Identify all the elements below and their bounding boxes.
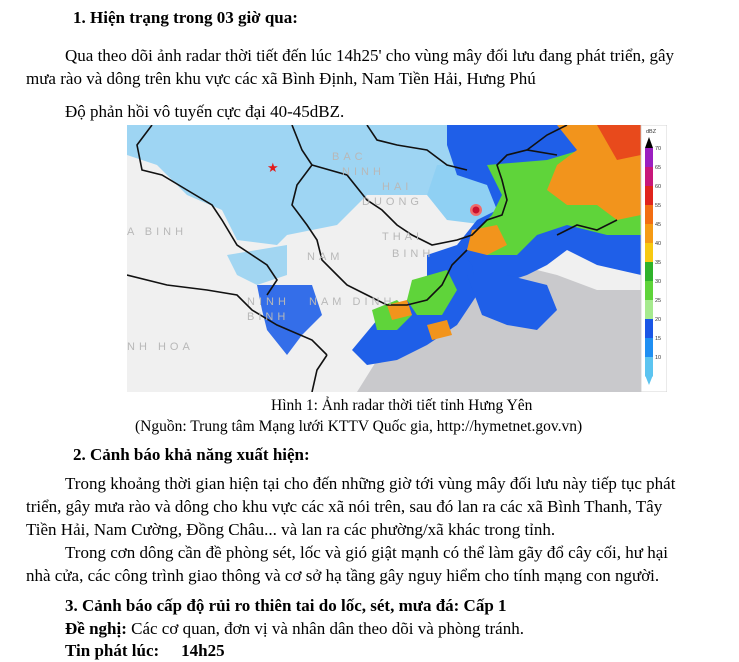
colorbar-segment xyxy=(645,338,653,358)
map-label: BINH xyxy=(392,248,435,260)
section2-paragraph-line: Trong khoảng thời gian hiện tại cho đến những giờ tới vùng mây đối lưu này tiếp tục phát xyxy=(65,474,676,493)
section2-paragraph-line: nhà cửa, các công trình giao thông và cơ sở hạ tầng gây nguy hiểm cho tính mạng con người. xyxy=(26,566,660,585)
colorbar-segment xyxy=(645,357,653,377)
figure-caption: Hình 1: Ảnh radar thời tiết tỉnh Hưng Yên xyxy=(271,397,533,414)
max-reflectivity-text: Độ phản hồi vô tuyến cực đại 40-45dBZ. xyxy=(65,102,345,121)
recommendation-text: Các cơ quan, đơn vị và nhân dân theo dõi và phòng tránh. xyxy=(126,619,524,638)
map-label: NINH xyxy=(342,166,385,178)
colorbar-tick-label: 35 xyxy=(655,260,662,266)
colorbar-segments xyxy=(645,148,653,377)
colorbar-tick-label: 30 xyxy=(655,279,662,285)
colorbar-segment xyxy=(645,205,653,225)
colorbar-tick-label: 20 xyxy=(655,317,662,323)
map-label: NAM DINH xyxy=(309,296,396,308)
map-label: BINH xyxy=(247,311,290,323)
colorbar-segment xyxy=(645,243,653,263)
colorbar-tick-label: 10 xyxy=(655,355,662,361)
map-label: NH HOA xyxy=(127,341,194,353)
colorbar-tick-label: 55 xyxy=(655,203,662,209)
map-label: THAI xyxy=(382,231,424,243)
section1-paragraph-line: Qua theo dõi ảnh radar thời tiết đến lúc 14h25' cho vùng mây đối lưu đang phát triển, gây xyxy=(65,46,675,65)
colorbar-tick-label: 45 xyxy=(655,222,662,228)
map-label: NINH xyxy=(247,296,290,308)
radar-station-marker-core xyxy=(473,207,480,214)
colorbar-tick-label: 65 xyxy=(655,165,662,171)
radar-map xyxy=(127,125,667,392)
colorbar-segment xyxy=(645,319,653,339)
colorbar-segment xyxy=(645,224,653,244)
map-label: BAC xyxy=(332,151,367,163)
map-label: DUONG xyxy=(362,196,423,208)
colorbar-frame xyxy=(641,125,667,392)
issued-time: 14h25 xyxy=(181,641,225,660)
colorbar-segment xyxy=(645,167,653,187)
colorbar-tick-label: 25 xyxy=(655,298,662,304)
section2-paragraph-line: Tiền Hải, Nam Cường, Đồng Châu... và lan ra các phường/xã khác trong tỉnh. xyxy=(26,520,556,539)
section2-heading: 2. Cảnh báo khả năng xuất hiện: xyxy=(73,445,310,464)
recommendation-label: Đề nghị: xyxy=(65,619,127,638)
issued-label: Tin phát lúc: xyxy=(65,641,160,660)
section3-heading: 3. Cảnh báo cấp độ rủi ro thiên tai do lốc, sét, mưa đá: Cấp 1 xyxy=(65,596,507,615)
issued-time-row xyxy=(65,641,225,661)
figure-source: (Nguồn: Trung tâm Mạng lưới KTTV Quốc gia, http://hymetnet.gov.vn) xyxy=(135,418,583,435)
colorbar-segment xyxy=(645,186,653,206)
colorbar-segment xyxy=(645,300,653,320)
section2-paragraph-line: triển, gây mưa rào và dông cho khu vực các xã nói trên, sau đó lan ra các xã Bình Thanh, Tây xyxy=(26,497,663,516)
colorbar-tick-label: 60 xyxy=(655,184,662,190)
colorbar-unit: dBZ xyxy=(646,129,657,135)
map-label: A BINH xyxy=(127,226,188,238)
colorbar-tick-label: 40 xyxy=(655,241,662,247)
colorbar-segment xyxy=(645,262,653,282)
radar-map-figure xyxy=(127,125,667,392)
map-label: NAM xyxy=(307,251,344,263)
colorbar-tick-label: 70 xyxy=(655,146,662,152)
colorbar-segment xyxy=(645,281,653,301)
section1-paragraph-line: mưa rào và dông trên khu vực các xã Bình Định, Nam Tiền Hải, Hưng Phú xyxy=(26,69,536,88)
section1-heading: 1. Hiện trạng trong 03 giờ qua: xyxy=(73,8,298,27)
map-label: HAI xyxy=(382,181,413,193)
section2-paragraph-line: Trong cơn dông cần đề phòng sét, lốc và gió giật mạnh có thể làm gãy đổ cây cối, hư hại xyxy=(65,543,668,562)
colorbar-tick-label: 15 xyxy=(655,336,662,342)
colorbar-segment xyxy=(645,148,653,168)
star-marker-icon: ★ xyxy=(267,160,279,175)
recommendation xyxy=(65,619,524,639)
